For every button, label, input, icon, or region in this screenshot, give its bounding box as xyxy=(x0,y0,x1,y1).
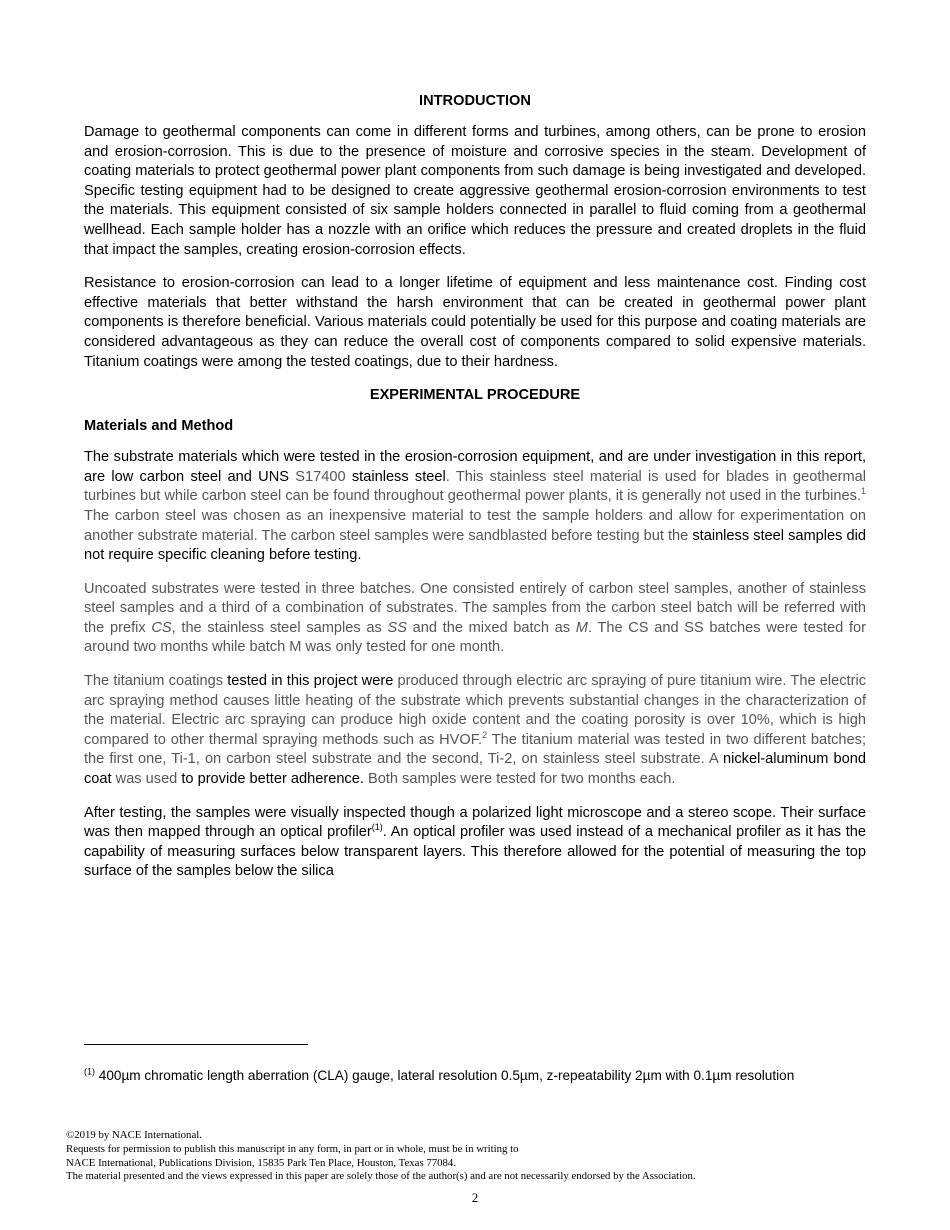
footnote-divider xyxy=(84,1044,308,1045)
page-body xyxy=(84,92,866,896)
experimental-heading: EXPERIMENTAL PROCEDURE xyxy=(369,387,581,404)
introduction-heading: INTRODUCTION xyxy=(419,93,531,109)
copyright-line: ©2019 by NACE International. xyxy=(66,1129,202,1141)
materials-method-subheading: Materials and Method xyxy=(84,418,234,435)
footnote-marker: (1) xyxy=(371,822,383,833)
materials-paragraph-1: The substrate materials which were tested in the erosion-corrosion equipment, and are under investigation in this report, are low carbon steel and UNS S17400 stainless steel. This stainless steel material is used for blades in geothermal turbines but while carbon steel can be found throughout geothermal power plants, it is generally not used in the turbines.$^1$ The carbon steel was chosen as an inexpensive material to test the sample holders and allow for experimentation on another substrate material. The carbon steel samples were sandblasted before testing but the stainless steel samples did not require specific cleaning before testing. xyxy=(84,449,866,564)
copyright-block xyxy=(66,1129,886,1184)
footnote-text: 400µm chromatic length aberration (CLA) gauge, lateral resolution 0.5µm, z-repeatability 2µm with 0.1µm resolution xyxy=(95,1068,795,1083)
materials-paragraph-4: After testing, the samples were visually inspected though a polarized light microscope and a stereo scope. Their surface was then mapped through an optical profiler$^{(1)}$. An optical profiler was used instead of a mechanical profiler as it has the capability of measuring surfaces below transparent layers. This therefore allowed for the potential of measuring the top surface of the samples below the silica xyxy=(84,804,866,880)
footnote-number: (1) xyxy=(84,1066,95,1077)
introduction-paragraph-1: Damage to geothermal components can come in different forms and turbines, among others, can be prone to erosion and erosion-corrosion. This is due to the presence of moisture and corrosive species in the steam. Development of coating materials to protect geothermal power plant components from such damage is being investigated and developed. Specific testing equipment had to be designed to create aggressive geothermal erosion-corrosion environments to test the materials. This equipment consisted of six sample holders connected in parallel to fluid coming from a geothermal wellhead. Each sample holder has a nozzle with an orifice which reduces the pressure and created droplets in the fluid that impact the samples, creating erosion-corrosion effects. xyxy=(84,124,866,258)
footnote xyxy=(84,1067,866,1085)
reference-marker: 1 xyxy=(860,486,866,497)
introduction-paragraph-2: Resistance to erosion-corrosion can lead to a longer lifetime of equipment and less maintenance cost. Finding cost effective materials that better withstand the harsh environment that can be created in geothermal power plant components is therefore beneficial. Various materials could potentially be used for this purpose and coating materials are considered advantageous as they can reduce the overall cost of components compared to solid expensive materials. Titanium coatings were among the tested coatings, due to their hardness. xyxy=(84,275,866,370)
copyright-line: The material presented and the views expressed in this paper are solely those of the author(s) and are not necessarily endorsed by the Association. xyxy=(66,1170,696,1183)
page-number: 2 xyxy=(471,1190,479,1205)
copyright-line: NACE International, Publications Division, 15835 Park Ten Place, Houston, Texas 77084. xyxy=(66,1156,457,1169)
reference-marker: 2 xyxy=(482,729,488,740)
copyright-line: Requests for permission to publish this manuscript in any form, in part or in whole, must be in writing to xyxy=(66,1142,519,1155)
materials-paragraph-3: The titanium coatings tested in this project were produced through electric arc spraying of pure titanium wire. The electric arc spraying method causes little heating of the substrate which prevents substantial changes in the characterization of the material. Electric arc spraying can produce high oxide content and the coating porosity is over 10%, which is high compared to other thermal spraying methods such as HVOF.$^2$ The titanium material was tested in two different batches; the first one, Ti-1, on carbon steel substrate and the second, Ti-2, on stainless steel substrate. A nickel-aluminum bond coat was used to provide better adherence. Both samples were tested for two months each. xyxy=(84,673,867,788)
materials-paragraph-2: Uncoated substrates were tested in three batches. One consisted entirely of carbon steel samples, another of stainless steel samples and a third of a combination of substrates. The samples from the carbon steel batch will be referred with the prefix CS, the stainless steel samples as SS and the mixed batch as M. The CS and SS batches were tested for around two months while batch M was only tested for one month. xyxy=(84,580,867,656)
